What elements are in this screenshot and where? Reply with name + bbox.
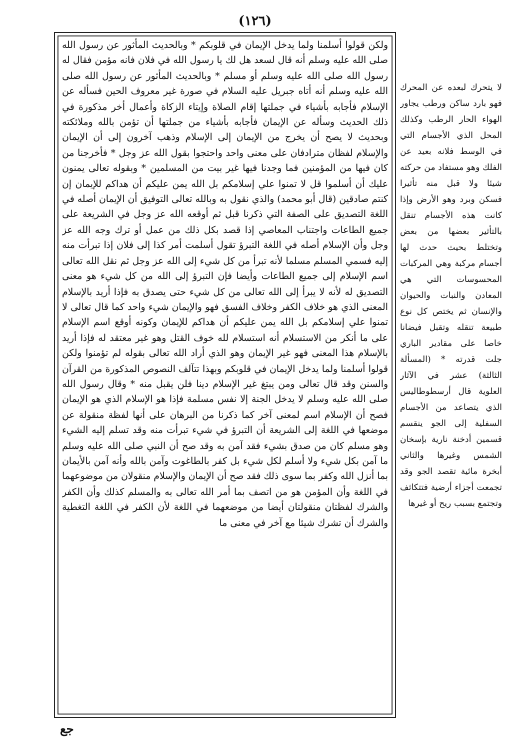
- page-number: (١٢٦): [238, 14, 272, 29]
- main-text-block: [62, 38, 388, 712]
- marginal-commentary: [400, 80, 502, 600]
- catchword: جع: [60, 722, 74, 736]
- main-text-paragraph: ولكن قولوا أسلمنا ولما يدخل الإيمان في قلوبكم * وبالحديث المأثور عن رسول الله صلى الله عليه وسلم أنه قال لسعد هل لك يا رسول الله في فلان فانه مؤمن فقال له رسول الله صلى الله عليه وسلم أو مسلم * وبالحديث المأثور عن رسول الله صلى الله عليه وسلم أنه أتاه جبريل عليه السلام في صورة غير معروف الحين فسأله عن الإسلام فأجابه بأشياء في جملتها إقام الصلاة وإيتاء الزكاة وأعمال أخر مذكورة في ذلك الحديث وسأله عن الإيمان فأجابه بأشياء من جملتها أن تؤمن بالله وملائكته وبحديث لا يصح أن يخرج من الإيمان إلى الإسلام وذهب آخرون إلى أن الإيمان والإسلام لفظان مترادفان على معنى واحد واحتجوا بقول الله عز وجل * فأخرجنا من كان فيها من المؤمنين فما وجدنا فيها غير بيت من المسلمين * وبقوله تعالى يمنون عليك أن أسلموا قل لا تمنوا علي إسلامكم بل الله يمن عليكم أن هداكم للإيمان إن كنتم صادقين (قال أبو محمد) والذي نقول به وبالله تعالى التوفيق أن الإيمان أصله في اللغة التصديق على الصفة التي ذكرنا قبل ثم أوقعه الله عز وجل في الشريعة على جميع الطاعات واجتناب المعاصي إذا قصد بكل ذلك من عمل أو ترك وجه الله عز وجل وأن الإسلام أصله في اللغة التبرؤ تقول أسلمت أمر كذا إلى فلان إذا تبرأت منه إليه فسمي المسلم مسلما لأنه تبرأ من كل شيء إلى الله عز وجل ثم نقل الله تعالى اسم الإسلام إلى جميع الطاعات وأيضا فإن التبرؤ إلى الله من كل شيء هو معنى التصديق له لأنه لا يبرأ إلى الله تعالى من كل شيء حتى يصدق به فإذا أريد بالإسلام المعنى الذي هو خلاف الكفر وخلاف الفسق فهو والإيمان شيء واحد كما قال تعالى لا تمنوا علي إسلامكم بل الله يمن عليكم أن هداكم للإيمان وكونه أوقع اسم الإسلام على ما أنكر من الاستسلام أنه استسلام لله خوف القتل وهو غير معتقد له فإذا أريد بالإسلام هذا المعنى فهو غير الإيمان وهو الذي أراد الله تعالى بقوله لم تؤمنوا ولكن قولوا أسلمنا ولما يدخل الإيمان في قلوبكم وبهذا تتآلف النصوص المذكورة من القرآن والسنن وقد قال تعالى ومن يبتغ غير الإسلام دينا فلن يقبل منه * وقال رسول الله صلى الله عليه وسلم لا يدخل الجنة إلا نفس مسلمة فإذا هو الإسلام الذي هو الإيمان فصح أن الإسلام اسم لمعنى آخر كما ذكرنا من البرهان على أنها لفظة منقولة عن موضعها في اللغة إلى الشريعة أن التبرؤ في شيء تبرأت منه وقد تسلم إليه الشيء وهو مسلم كان من صدق بشيء فقد آمن به وقد صح أن النبي صلى الله عليه وسلم ما آمن بكل شيء ولا أسلم لكل شيء بل كفر بالطاغوت وآمن بالله وأنه آمن بالأيمان بما أنزل الله وكفر بما سوى ذلك فقد صح أن الإيمان والإسلام منقولان من موضوعهما في اللغة وأن المؤمن هو من اتصف بما أمر الله تعالى به والمسلم كذلك وأن الكفر والشرك لفظتان منقولتان أيضا من موضعهما في اللغة لأن الكفر في اللغة التغطية والشرك أن تشرك شيئا مع آخر في معنى ما: [62, 40, 388, 529]
- marginal-commentary-text: لا يتحرك لبعده عن المحرك فهو بارد ساكن ورطب يجاور الهواء الحار الرطب وكذلك المحل الذي الأجسام التي في الوسط فلانه بعيد عن الفلك وهو مستفاد من حركته شيئا ولا قبل منه تأثيرا فسكن وبرد وهو الأرض وإذا كانت هذه الأجسام تنقل بالتأثير بعضها من بعض وتختلط بحيث حدث لها أجسام مركبة وهي المركبات المحسوسات التي هي المعادن والنبات والحيوان والإنسان ثم يختص كل نوع طبيعة تنقله وتقبل فيضانا خاصا على مقادير الباري جلت قدرته * (المسألة الثالثة) عشر في الآثار العلوية قال أرسطوطاليس الذي يتصاعد من الأجسام السفلية إلى الجو ينقسم قسمين أدخنة نارية بإسخان الشمس وغيرها والثاني أبخرة مائية تقصد الجو وقد تجمعت أجزاء أرضية فتتكاثف وتجتمع بسبب ريح أو غيرها: [400, 83, 502, 509]
